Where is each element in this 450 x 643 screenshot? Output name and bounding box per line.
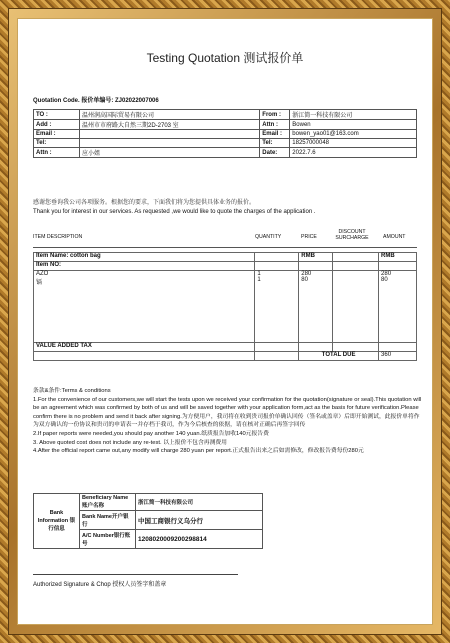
items-table [33,252,417,361]
to-value: 温州润高国际贸易有限公司 [80,110,260,120]
bank-info-label: Bank Information 银行信息 [34,494,80,549]
terms-section [33,387,423,456]
amount-currency: RMB [379,253,417,262]
from-label: From : [260,110,290,120]
desc-line: 镉 [36,280,43,286]
item-qty [255,271,299,343]
terms-heading: 条款&条件:Terms & conditions [33,388,111,394]
email2-label: Email : [260,130,290,139]
bank-name-label: Bank Name开户银行 [80,511,136,530]
thanks-en: Thank you for interest in our services. As requested ,we would like to quote the charges of the application . [33,209,316,215]
beneficiary-value: 浙江简一科技有限公司 [136,494,263,511]
add-value: 温州市市府路大自然三期2D-2703 室 [80,120,260,130]
header-item: ITEM DESCRIPTION [33,234,83,240]
amount-line: 80 [381,277,388,283]
bank-info-table [33,493,263,549]
total-label: TOTAL DUE [299,352,379,361]
date-value: 2022.7.6 [290,148,417,158]
term-2: 2.If paper reports were needed,you should pay another 140 yuan.纸质报告加收140元报告费 [33,430,269,437]
tel2-value: 18257000048 [290,139,417,148]
amount-line: 280 [381,271,392,277]
to-label: TO : [34,110,80,120]
header-amount: AMOUNT [383,234,406,240]
date-label: Date: [260,148,290,158]
price-currency: RMB [299,253,333,262]
price-line: 280 [301,271,312,277]
header-discount: DISCOUNT SURCHARGE [335,229,369,241]
tel-value [80,139,260,148]
page-title: Testing Quotation 测试报价单 [146,51,304,65]
term-3: 3. Above quoted cost does not include any re-test. 以上报价不包含再测费用 [33,439,227,446]
item-no: Item NO: [34,262,255,271]
tel2-label: Tel: [260,139,290,148]
attn-label: Attn : [260,120,290,130]
email-value [80,130,260,139]
beneficiary-label: Beneficiary Name账户名称 [80,494,136,511]
header-price: PRICE [301,234,317,240]
email2-value: bowen_yao01@163.com [290,130,417,139]
account-label: A/C Number银行账号 [80,530,136,549]
vat-label: VALUE ADDED TAX [34,343,255,352]
attn-value: Bowen [290,120,417,130]
info-table [33,109,417,158]
document-page [17,18,433,625]
qty-line: 1 [257,277,261,283]
signature-label: Authorized Signature & Chop 授权人员签字和盖章 [33,582,167,588]
term-1: 1.For the convenience of our customers,we will start the tests upon we received your confirmation for the quotation(signature or seal).This quotation will be an agreement which was confirmed by both of us and will be saved together with your application form,act as the basis for future verification.Please confirm there is no problem and send it back after signing.为方便用户，我司将在收到贵司报价单确认回传（签名或盖章）后即开始测试，此报价单将作为双方确认的一份协议和贵司的申请表一并存档于我司，作为今后核查的依据，请在核对正确后再签字回传 [33,396,422,429]
tel-label: Tel: [34,139,80,148]
attn2-label: Attn : [34,148,80,158]
total-value: 360 [379,352,417,361]
desc-line: AZO [36,271,49,277]
attn2-value: 应小姐 [80,148,260,158]
price-line: 80 [301,277,308,283]
item-price [299,271,333,343]
thanks-note [33,199,423,217]
column-headers [33,229,417,248]
signature-line [33,574,238,575]
item-name: Item Name: cotton bag [34,253,255,262]
qty-line: 1 [257,271,261,277]
bank-name-value: 中国工商银行义乌分行 [136,511,263,530]
header-quantity: QUANTITY [255,234,282,240]
term-4: 4.After the official report came out,any modify will charge 280 yuan per report.正式报告出来之后如需修改，修改报告费每份280元 [33,448,364,455]
email-label: Email : [34,130,80,139]
item-desc [34,271,255,343]
quotation-code: Quotation Code. 报价单编号: ZJ02022007006 [33,98,159,104]
account-value: 1208020009200298814 [136,530,263,549]
from-value: 浙江简一科技有限公司 [290,110,417,120]
add-label: Add : [34,120,80,130]
thanks-cn: 感谢您垂询我公司各项服务。根据您的要求，下面我们将为您提供具体业务的报价。 [33,200,256,206]
item-amount [379,271,417,343]
